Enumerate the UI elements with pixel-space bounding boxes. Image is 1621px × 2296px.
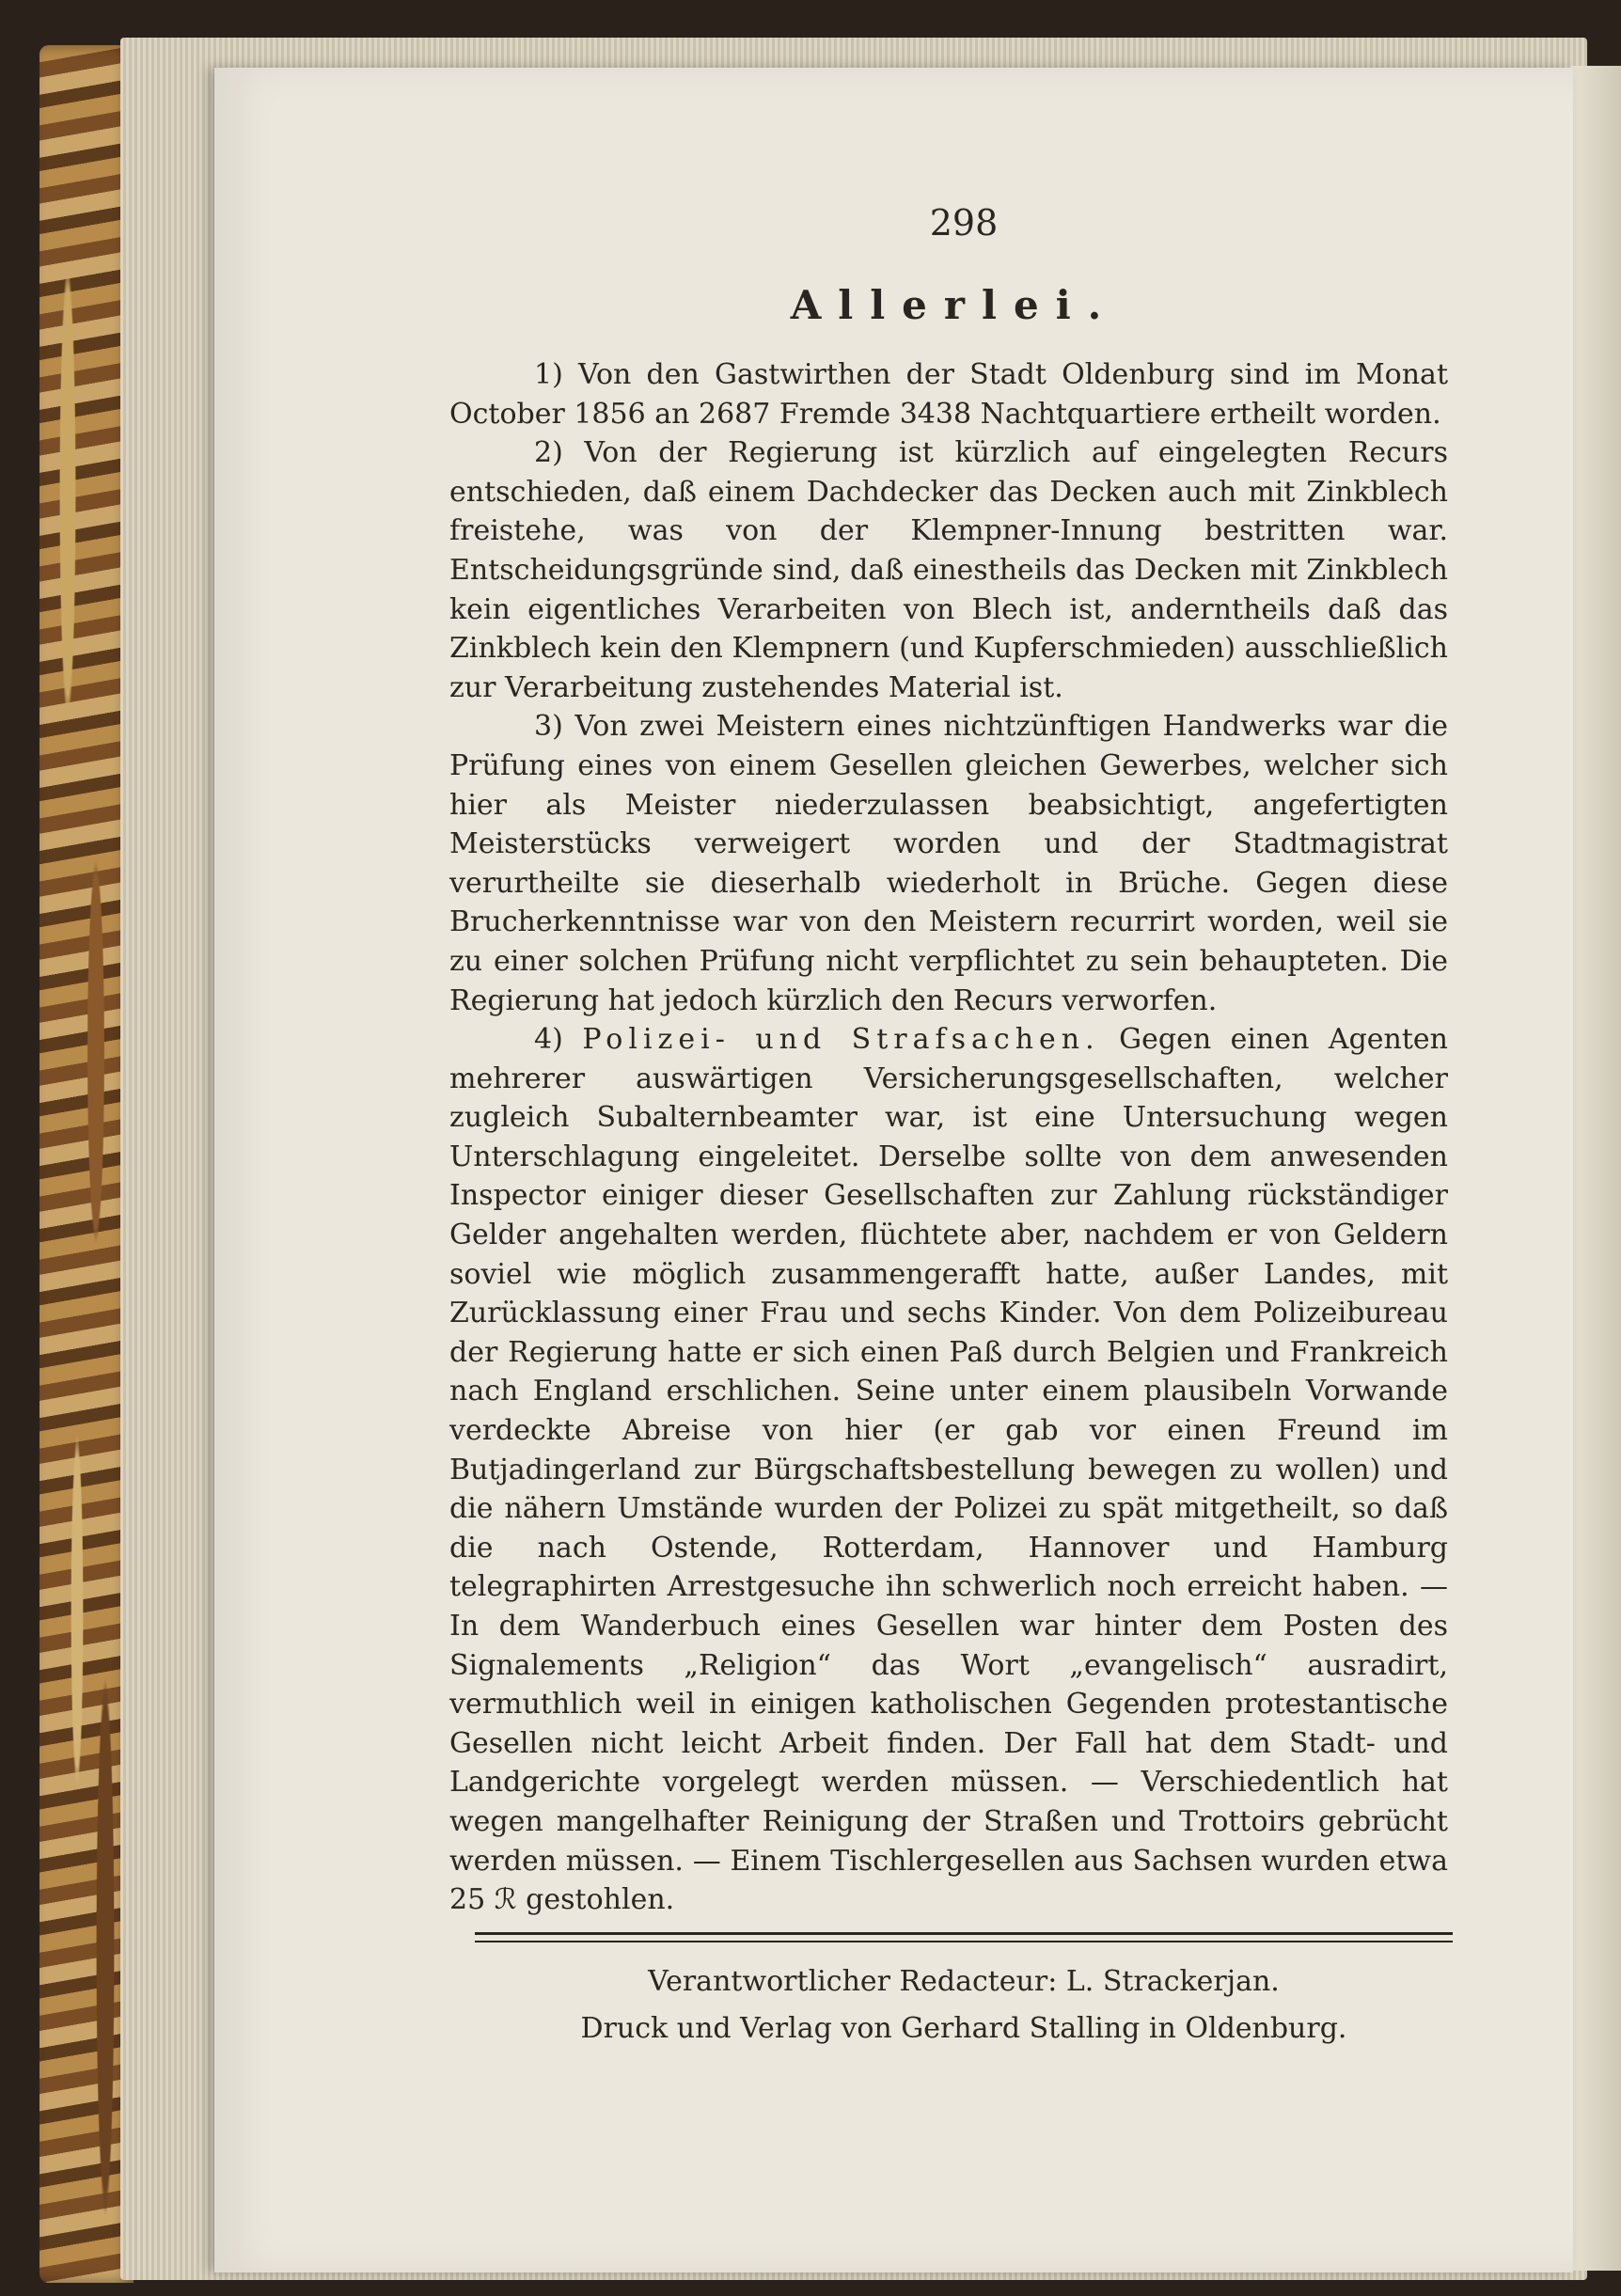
paragraph-number: 1) xyxy=(534,358,563,391)
paragraph-heading: Polizei- und Strafsachen. xyxy=(582,1023,1100,1057)
paragraph-3 xyxy=(449,707,1448,1020)
paragraph-number: 2) xyxy=(534,436,563,470)
paragraph-text: Von zwei Meistern eines nichtzünftigen Handwerks war die Prüfung eines von einem Gesellen gleichen Gewerbes, welcher sich hier als Meister niederzulassen beabsichtigt, angefertigten Meisterstücks verweigert worden und der Stadtmagistrat verurtheilte sie dieserhalb wiederholt in Brüche. Gegen diese Brucherkenntnisse war von den Meistern recurrirt worden, weil sie zu einer solchen Prüfung nicht verpflichtet zu sein behaupteten. Die Regierung hat jedoch kürzlich den Recurs verworfen. xyxy=(449,710,1448,1017)
paragraph-1 xyxy=(449,355,1448,433)
page-stack-right xyxy=(1570,66,1621,2271)
article-body xyxy=(449,355,1448,1920)
paragraph-number: 3) xyxy=(534,710,563,744)
editor-line: Verantwortlicher Redacteur: L. Strackerjan. xyxy=(648,1965,1280,1998)
paragraph-text: Gegen einen Agenten mehrerer auswärtigen Versicherungsgesellschaften, welcher zugleich Subalternbeamter war, ist eine Untersuchung wegen Unterschlagung eingeleitet. Derselbe sollte von dem anwesenden Inspector einiger dieser Gesellschaften zur Zahlung rückständiger Gelder angehalten werden, flüchtete aber, nachdem er von Geldern soviel wie möglich zusammengerafft hatte, außer Landes, mit Zurücklassung einer Frau und sechs Kinder. Von dem Polizeibureau der Regierung hatte er sich einen Paß durch Belgien und Frankreich nach England erschlichen. Seine unter einem plausibeln Vorwande verdeckte Abreise von hier (er gab vor einen Freund im Butjadingerland zur Bürgschaftsbestellung bewegen zu wollen) und die nähern Umstände wurden der Polizei zu spät mitgetheilt, so daß die nach Ostende, Rotterdam, Hannover und Hamburg telegraphirten Arrestgesuche ihn schwerlich noch erreicht haben. — In dem Wanderbuch eines Gesellen war hinter dem Posten des Signalements „Religion“ das Wort „evangelisch“ ausradirt, vermuthlich weil in einigen katholischen Gegenden protestantische Gesellen nicht leicht Arbeit finden. Der Fall hat dem Stadt- und Landgerichte vorgelegt werden müssen. — Verschiedentlich hat wegen mangelhafter Reinigung der Straßen und Trottoirs gebrücht werden müssen. — Einem Tischlergesellen aus Sachsen wurden etwa 25 ℛ gestohlen. xyxy=(449,1023,1448,1917)
page-number: 298 xyxy=(929,202,999,244)
marbled-book-edge xyxy=(39,45,134,2283)
paragraph-number: 4) xyxy=(534,1023,563,1057)
paragraph-text: Von den Gastwirthen der Stadt Oldenburg sind im Monat October 1856 an 2687 Fremde 3438 Nachtquartiere ertheilt worden. xyxy=(449,358,1448,431)
printer-line: Druck und Verlag von Gerhard Stalling in Oldenburg. xyxy=(580,2012,1347,2045)
section-title: Allerlei. xyxy=(790,282,1119,328)
paragraph-2 xyxy=(449,433,1448,707)
footer-rule xyxy=(475,1932,1453,1942)
paragraph-text: Von der Regierung ist kürzlich auf eingelegten Recurs entschieden, daß einem Dachdecker das Decken auch mit Zinkblech freistehe, was von der Klempner-Innung bestritten war. Entscheidungsgründe sind, daß einestheils das Decken mit Zinkblech kein eigentliches Verarbeiten von Blech ist, anderntheils daß das Zinkblech kein den Klempnern (und Kupferschmieden) ausschließlich zur Verarbeitung zustehendes Material ist. xyxy=(449,436,1448,704)
paragraph-4 xyxy=(449,1020,1448,1920)
